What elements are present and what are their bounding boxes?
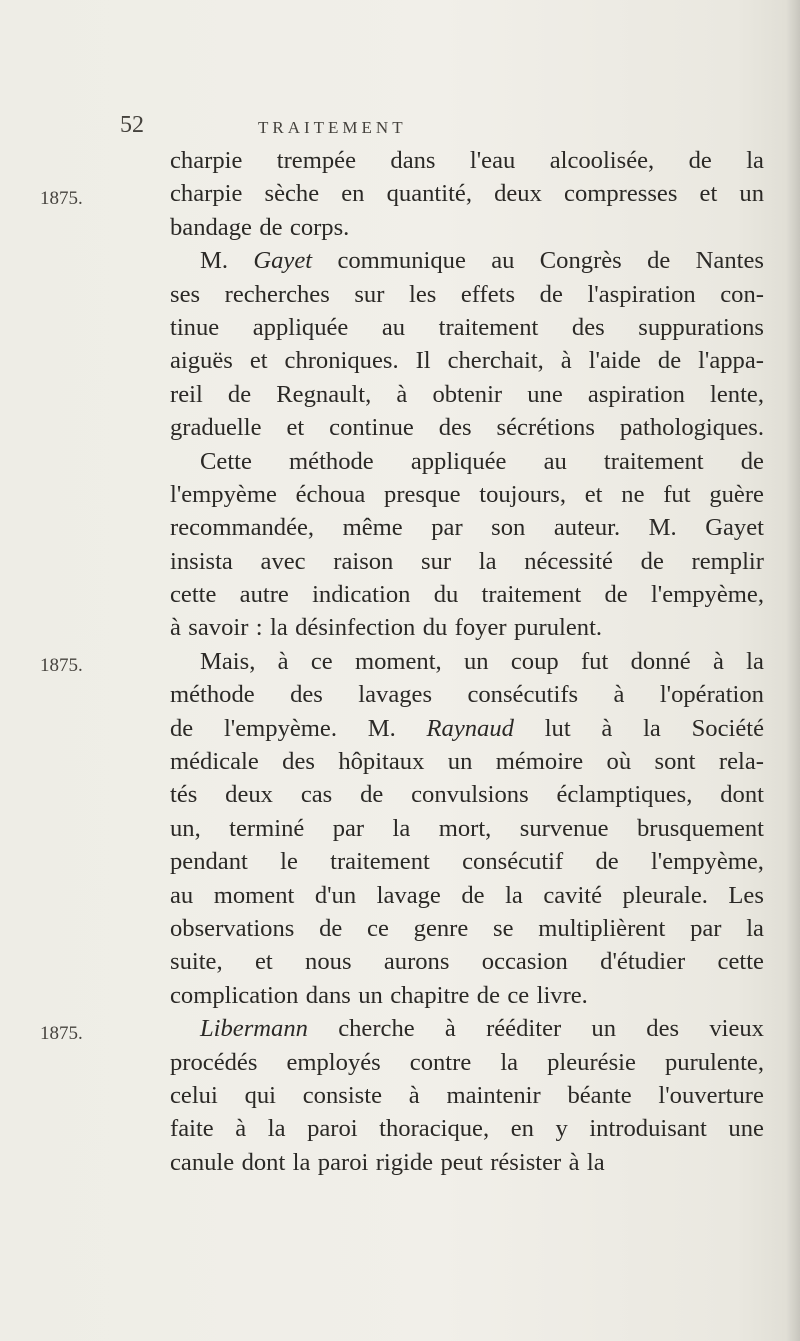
text-line: cette autre indication du traitement de l'empyème,: [170, 581, 764, 609]
text-line: Libermann cherche à rééditer un des vieux: [200, 1015, 764, 1043]
text-line: bandage de corps.: [170, 213, 350, 241]
text-line: celui qui consiste à maintenir béante l'ouverture: [170, 1081, 764, 1109]
text-line: ses recherches sur les effets de l'aspiration con-: [170, 280, 764, 308]
margin-year: 1875.: [40, 655, 83, 676]
text-line: aiguës et chroniques. Il cherchait, à l'aide de l'appa-: [170, 347, 764, 375]
text-line: Mais, à ce moment, un coup fut donné à la: [200, 647, 764, 675]
text-line: un, terminé par la mort, survenue brusquement: [170, 814, 764, 842]
text-line: pendant le traitement consécutif de l'empyème,: [170, 848, 764, 876]
text-line: reil de Regnault, à obtenir une aspiration lente,: [170, 380, 764, 408]
text-line: recommandée, même par son auteur. M. Gayet: [170, 514, 764, 542]
text-line: charpie sèche en quantité, deux compresses et un: [170, 180, 764, 208]
text-line: insista avec raison sur la nécessité de remplir: [170, 547, 764, 575]
text-line: M. Gayet communique au Congrès de Nantes: [200, 247, 764, 275]
text-line: médicale des hôpitaux un mémoire où sont rela-: [170, 748, 764, 776]
margin-year: 1875.: [40, 188, 83, 209]
text-line: procédés employés contre la pleurésie purulente,: [170, 1048, 764, 1076]
text-line: l'empyème échoua presque toujours, et ne fut guère: [170, 480, 764, 508]
text-line: suite, et nous aurons occasion d'étudier cette: [170, 948, 764, 976]
text-line: méthode des lavages consécutifs à l'opération: [170, 681, 764, 709]
page-number: 52: [120, 112, 144, 138]
body-text: [170, 144, 764, 1179]
text-line: complication dans un chapitre de ce livre.: [170, 981, 588, 1009]
text-line: tés deux cas de convulsions éclamptiques, dont: [170, 781, 764, 809]
text-line: de l'empyème. M. Raynaud lut à la Société: [170, 714, 764, 742]
text-line: observations de ce genre se multiplièrent par la: [170, 914, 764, 942]
text-line: tinue appliquée au traitement des suppurations: [170, 313, 764, 341]
margin-year: 1875.: [40, 1023, 83, 1044]
text-line: à savoir : la désinfection du foyer purulent.: [170, 614, 603, 642]
page-header: [120, 112, 760, 146]
text-line: canule dont la paroi rigide peut résister à la: [170, 1148, 605, 1176]
running-head: TRAITEMENT: [258, 118, 407, 137]
text-line: au moment d'un lavage de la cavité pleurale. Les: [170, 881, 764, 909]
text-line: Cette méthode appliquée au traitement de: [200, 447, 764, 475]
text-line: faite à la paroi thoracique, en y introduisant une: [170, 1115, 764, 1143]
page-edge-shadow: [786, 0, 800, 1341]
text-line: charpie trempée dans l'eau alcoolisée, de la: [170, 147, 764, 174]
text-line: graduelle et continue des sécrétions pathologiques.: [170, 414, 764, 442]
